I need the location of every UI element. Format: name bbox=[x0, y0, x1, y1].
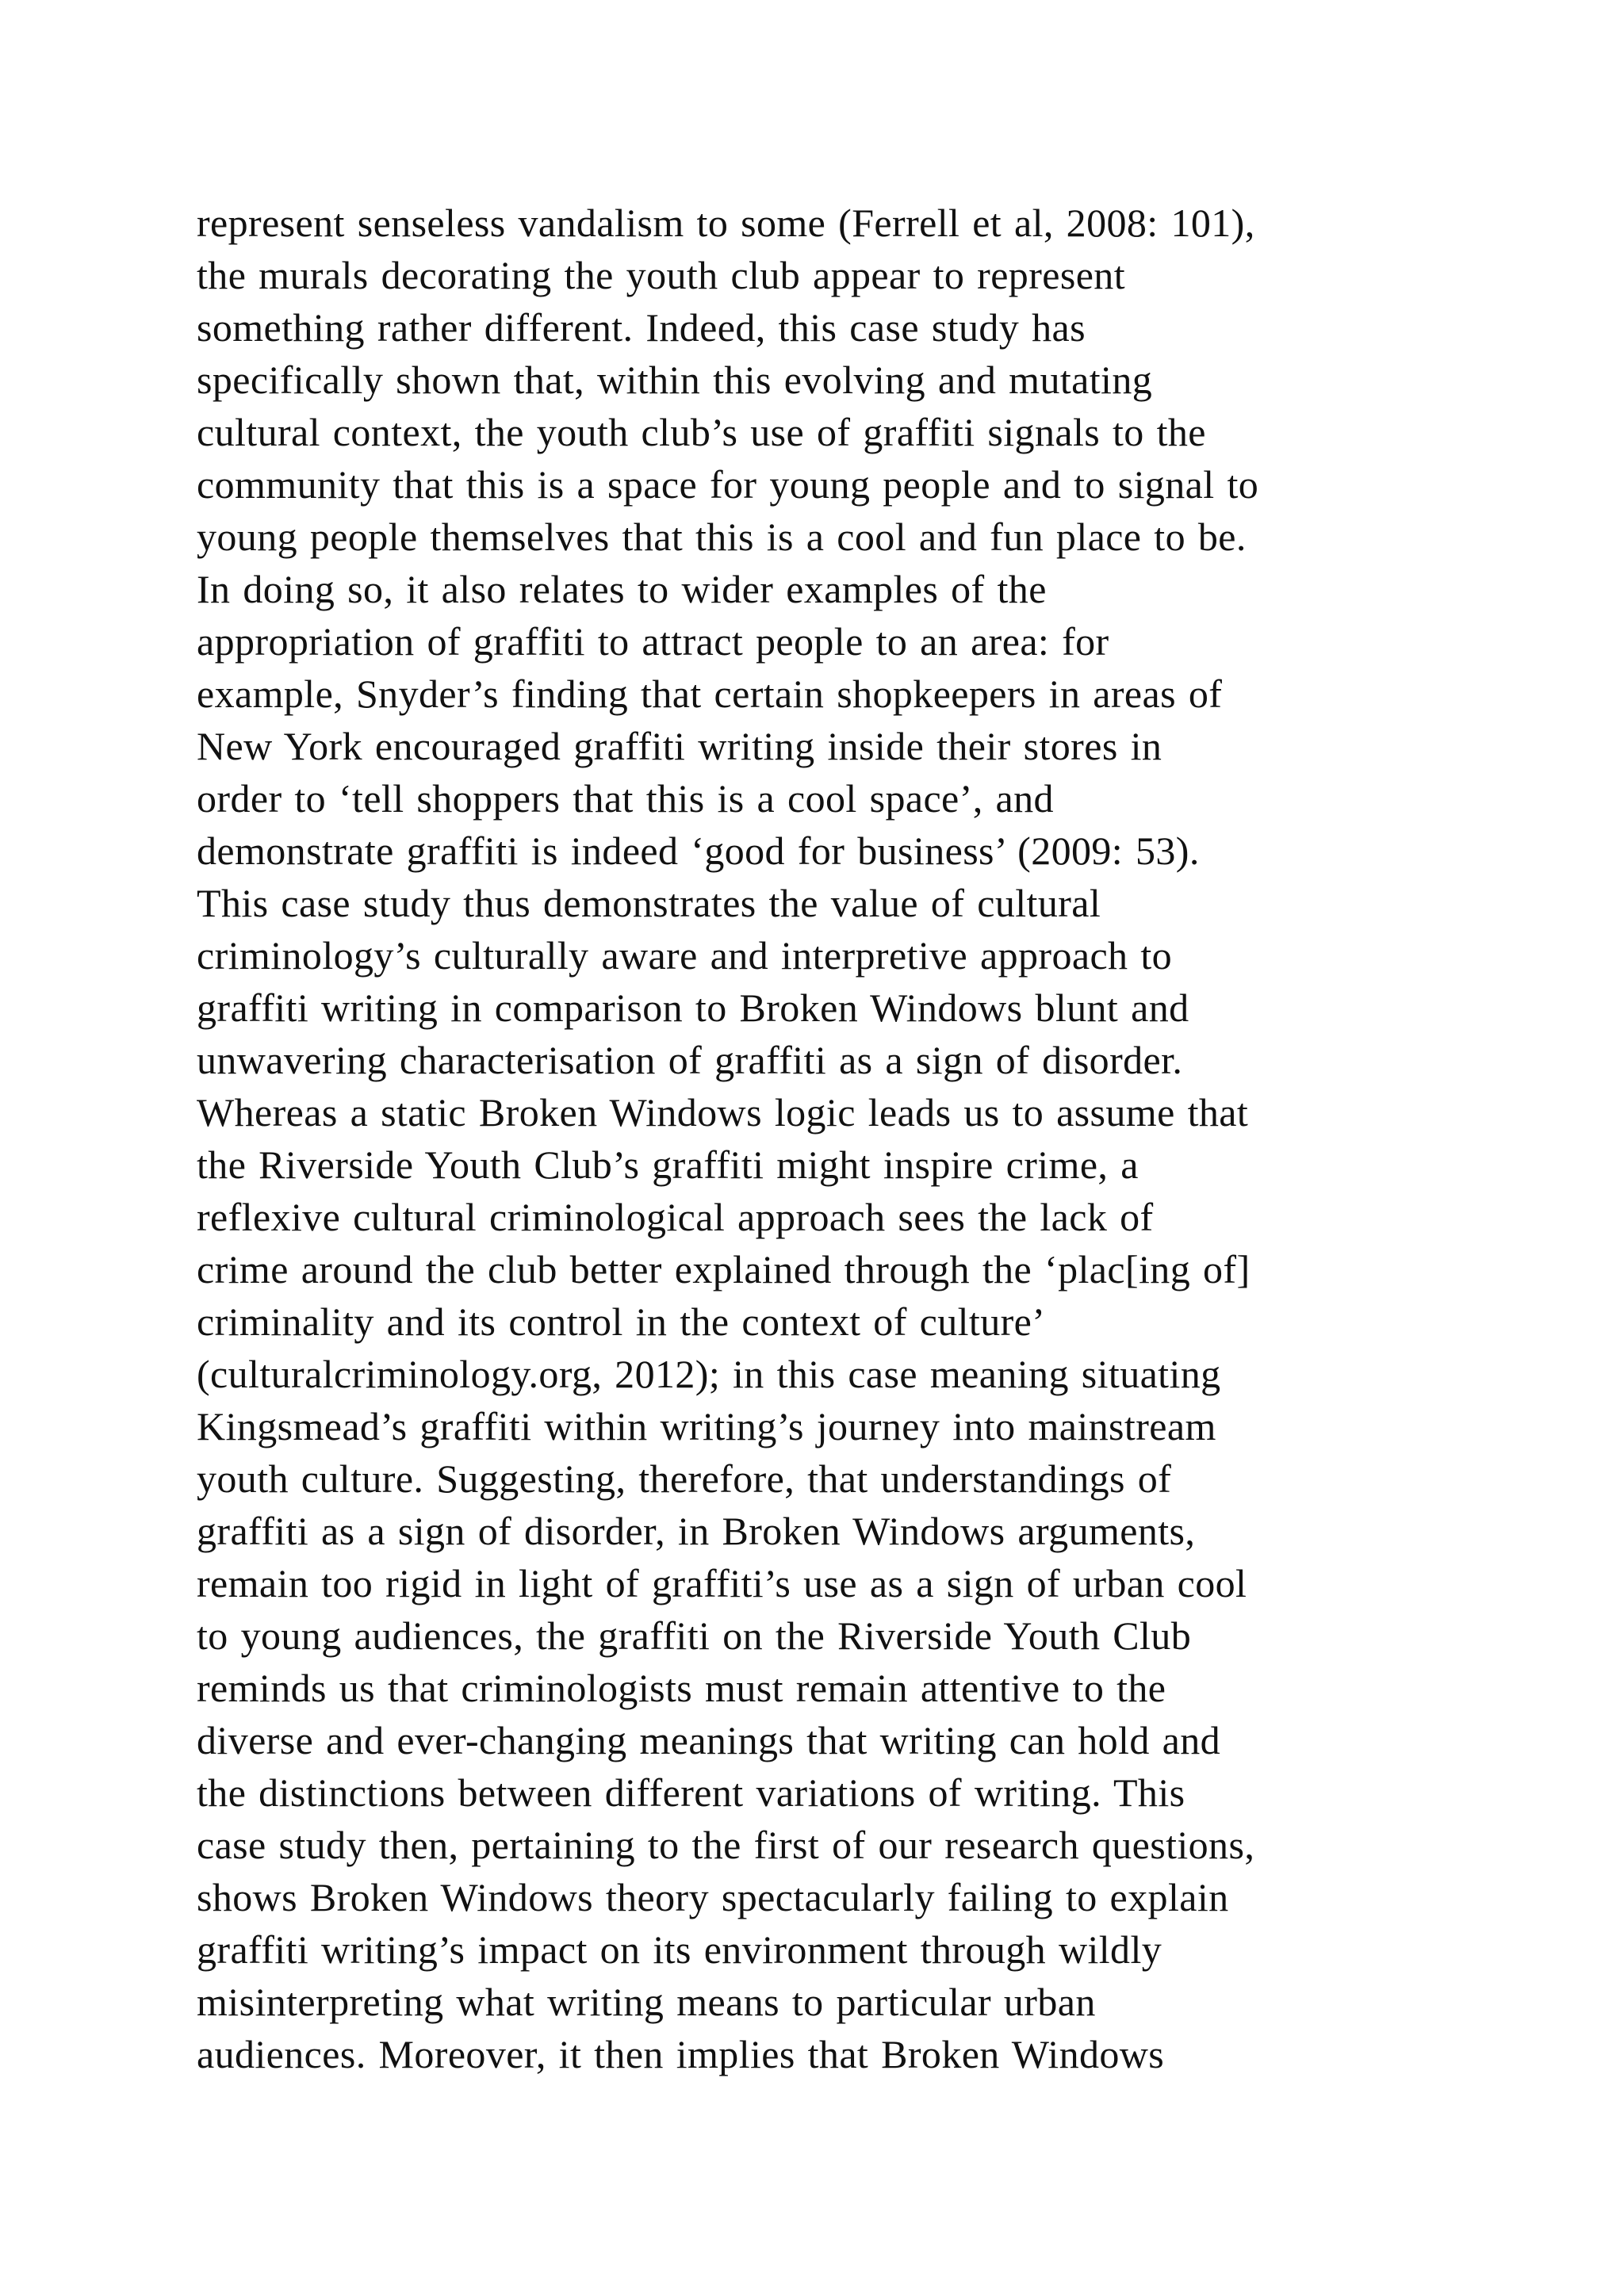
text-line: shows Broken Windows theory spectacularly failing to explain bbox=[197, 1875, 1229, 1919]
text-line: youth culture. Suggesting, therefore, that understandings of bbox=[197, 1456, 1172, 1501]
text-line: appropriation of graffiti to attract people to an area: for bbox=[197, 619, 1109, 664]
text-line: graffiti as a sign of disorder, in Broken Windows arguments, bbox=[197, 1509, 1196, 1553]
text-line: criminology’s culturally aware and interpretive approach to bbox=[197, 933, 1173, 978]
text-line: Kingsmead’s graffiti within writing’s journey into mainstream bbox=[197, 1404, 1216, 1448]
text-line: the murals decorating the youth club appear to represent bbox=[197, 253, 1125, 297]
text-line: (culturalcriminology.org, 2012); in this case meaning situating bbox=[197, 1352, 1221, 1396]
text-line: example, Snyder’s finding that certain shopkeepers in areas of bbox=[197, 672, 1223, 716]
text-line: the Riverside Youth Club’s graffiti might inspire crime, a bbox=[197, 1142, 1139, 1187]
text-line: remain too rigid in light of graffiti’s use as a sign of urban cool bbox=[197, 1561, 1247, 1605]
text-line: demonstrate graffiti is indeed ‘good for business’ (2009: 53). bbox=[197, 828, 1200, 873]
text-line: young people themselves that this is a cool and fun place to be. bbox=[197, 515, 1247, 559]
text-line: community that this is a space for young people and to signal to bbox=[197, 462, 1259, 507]
text-line: case study then, pertaining to the first of our research questions, bbox=[197, 1823, 1255, 1867]
text-line: diverse and ever-changing meanings that writing can hold and bbox=[197, 1718, 1221, 1762]
text-line: something rather different. Indeed, this case study has bbox=[197, 305, 1086, 350]
text-line: order to ‘tell shoppers that this is a cool space’, and bbox=[197, 776, 1054, 821]
text-line: In doing so, it also relates to wider examples of the bbox=[197, 567, 1047, 611]
text-line: Whereas a static Broken Windows logic leads us to assume that bbox=[197, 1090, 1249, 1135]
text-line: specifically shown that, within this evolving and mutating bbox=[197, 358, 1153, 402]
text-line: audiences. Moreover, it then implies that Broken Windows bbox=[197, 2032, 1165, 2076]
text-line: This case study thus demonstrates the value of cultural bbox=[197, 881, 1101, 925]
text-line: reminds us that criminologists must remain attentive to the bbox=[197, 1666, 1166, 1710]
text-line: misinterpreting what writing means to particular urban bbox=[197, 1980, 1096, 2024]
text-line: represent senseless vandalism to some (Ferrell et al, 2008: 101), bbox=[197, 201, 1255, 245]
text-line: crime around the club better explained through the ‘plac[ing of] bbox=[197, 1247, 1251, 1292]
body-text bbox=[197, 197, 1481, 2080]
text-line: to young audiences, the graffiti on the Riverside Youth Club bbox=[197, 1613, 1192, 1658]
text-line: New York encouraged graffiti writing inside their stores in bbox=[197, 724, 1162, 768]
text-line: graffiti writing’s impact on its environment through wildly bbox=[197, 1927, 1162, 1972]
text-line: criminality and its control in the context of culture’ bbox=[197, 1299, 1046, 1344]
text-line: graffiti writing in comparison to Broken Windows blunt and bbox=[197, 985, 1189, 1030]
text-line: the distinctions between different variations of writing. This bbox=[197, 1770, 1185, 1815]
text-line: unwavering characterisation of graffiti as a sign of disorder. bbox=[197, 1038, 1183, 1082]
text-line: cultural context, the youth club’s use of graffiti signals to the bbox=[197, 410, 1206, 454]
text-line: reflexive cultural criminological approach sees the lack of bbox=[197, 1195, 1154, 1239]
